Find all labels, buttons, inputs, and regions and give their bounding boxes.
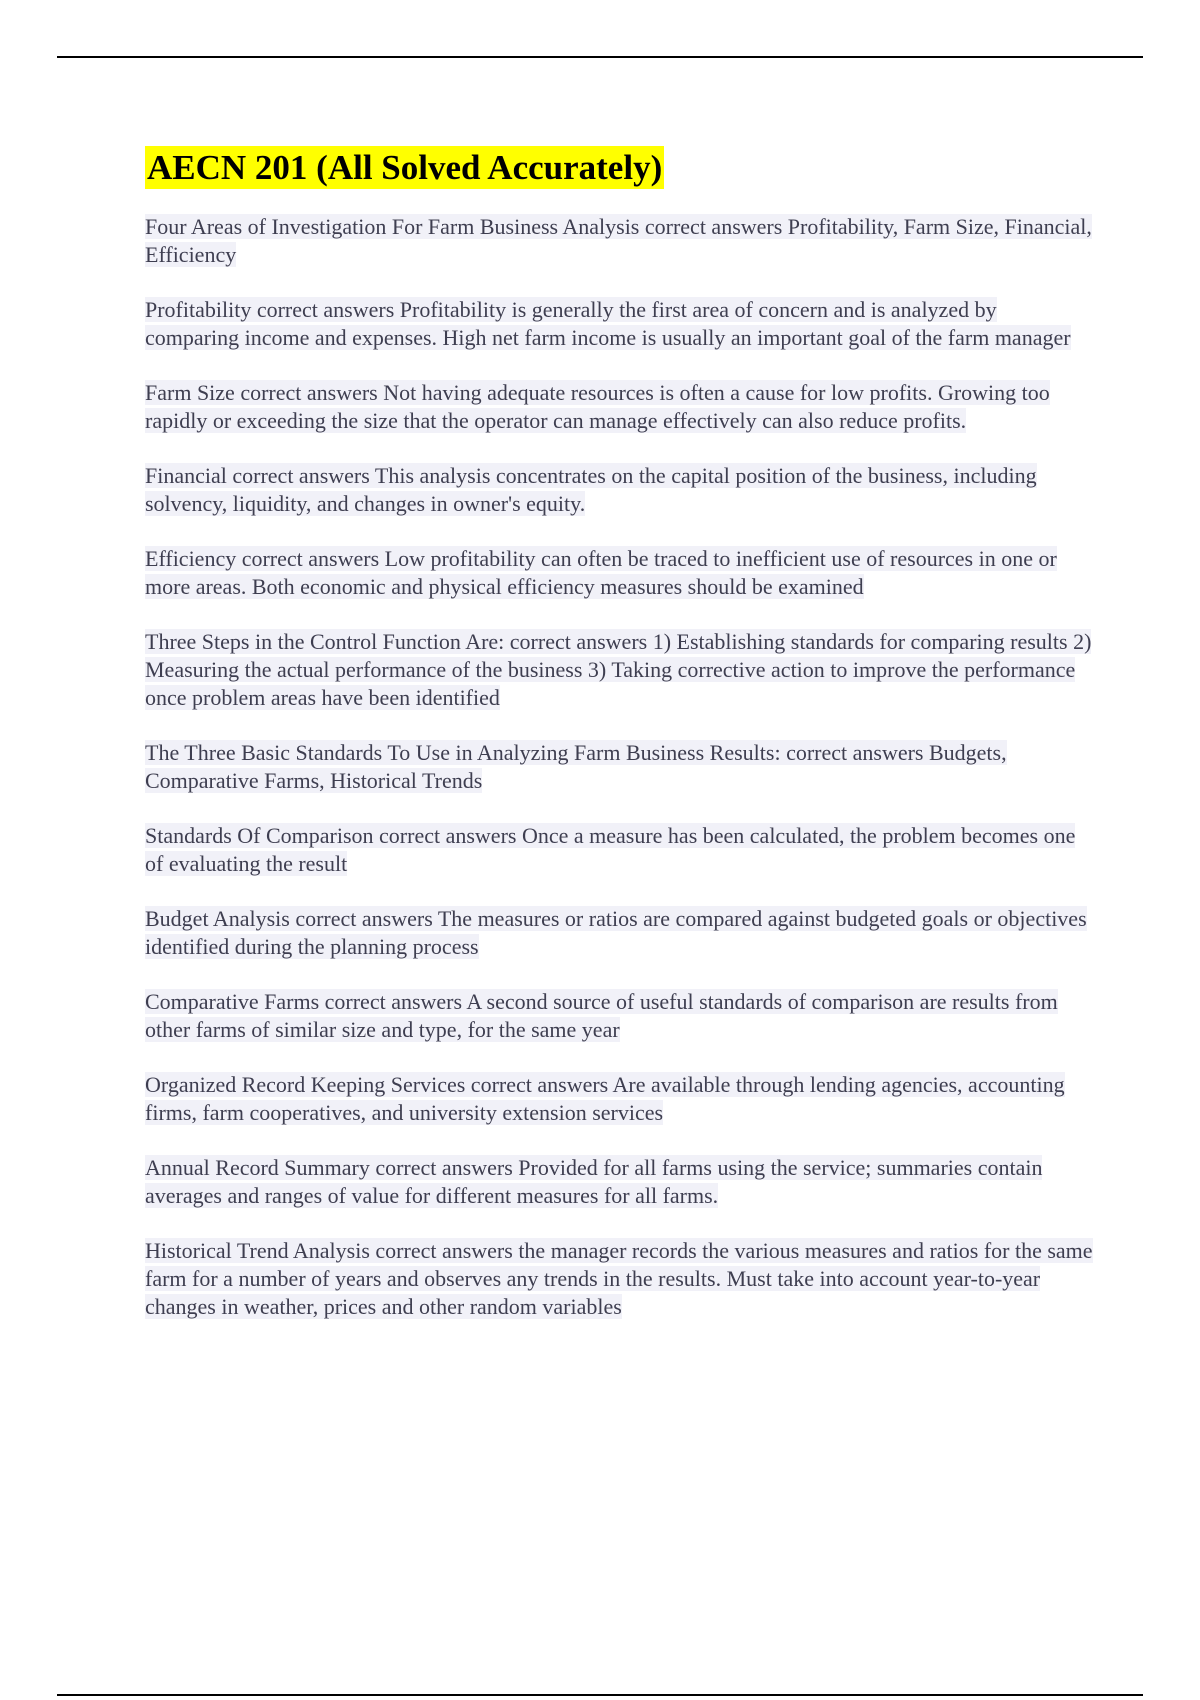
qa-entry <box>145 1237 1095 1321</box>
qa-entry <box>145 988 1095 1044</box>
qa-entry-text: Four Areas of Investigation For Farm Business Analysis correct answers Profitability, Farm Size, Financial, Efficiency <box>145 214 1092 267</box>
qa-entry-text: Efficiency correct answers Low profitability can often be traced to inefficient use of resources in one or more areas. Both economic and physical efficiency measures should be examined <box>145 546 1057 599</box>
qa-entry-text: Annual Record Summary correct answers Provided for all farms using the service; summaries contain averages and ranges of value for different measures for all farms. <box>145 1155 1043 1208</box>
qa-entry-text: Budget Analysis correct answers The measures or ratios are compared against budgeted goals or objectives identified during the planning process <box>145 906 1087 959</box>
qa-entry <box>145 905 1095 961</box>
document-title: AECN 201 (All Solved Accurately) <box>147 148 663 187</box>
qa-entry-text: Profitability correct answers Profitability is generally the first area of concern and is analyzed by comparing income and expenses. High net farm income is usually an important goal of the farm manager <box>145 297 1071 350</box>
qa-entry-text: The Three Basic Standards To Use in Analyzing Farm Business Results: correct answers Budgets, Comparative Farms, Historical Trends <box>145 740 1007 793</box>
qa-entry <box>145 296 1095 352</box>
qa-entry <box>145 822 1095 878</box>
qa-entry-text: Comparative Farms correct answers A second source of useful standards of comparison are results from other farms of similar size and type, for the same year <box>145 989 1058 1042</box>
qa-entry <box>145 379 1095 435</box>
qa-entry-text: Farm Size correct answers Not having adequate resources is often a cause for low profits. Growing too rapidly or exceeding the size that the operator can manage effectively can also reduce profits. <box>145 380 1050 433</box>
qa-entry <box>145 628 1095 712</box>
qa-entry <box>145 462 1095 518</box>
qa-entry <box>145 545 1095 601</box>
qa-entry-text: Financial correct answers This analysis concentrates on the capital position of the business, including solvency, liquidity, and changes in owner's equity. <box>145 463 1037 516</box>
footer-rule <box>57 1694 1143 1696</box>
document-body <box>145 146 1095 1348</box>
qa-entry <box>145 739 1095 795</box>
qa-entry <box>145 213 1095 269</box>
qa-entry-text: Three Steps in the Control Function Are: correct answers 1) Establishing standards for comparing results 2) Measuring the actual performance of the business 3) Taking corrective action to improve the performance once problem areas have been identified <box>145 629 1092 710</box>
qa-entry-text: Standards Of Comparison correct answers Once a measure has been calculated, the problem becomes one of evaluating the result <box>145 823 1076 876</box>
qa-entry-text: Historical Trend Analysis correct answers the manager records the various measures and ratios for the same farm for a number of years and observes any trends in the results. Must take into account year-to-year changes in weather, prices and other random variables <box>145 1238 1093 1319</box>
qa-entry <box>145 1071 1095 1127</box>
qa-entry <box>145 1154 1095 1210</box>
qa-entry-text: Organized Record Keeping Services correct answers Are available through lending agencies, accounting firms, farm cooperatives, and university extension services <box>145 1072 1065 1125</box>
header-rule <box>57 56 1143 58</box>
